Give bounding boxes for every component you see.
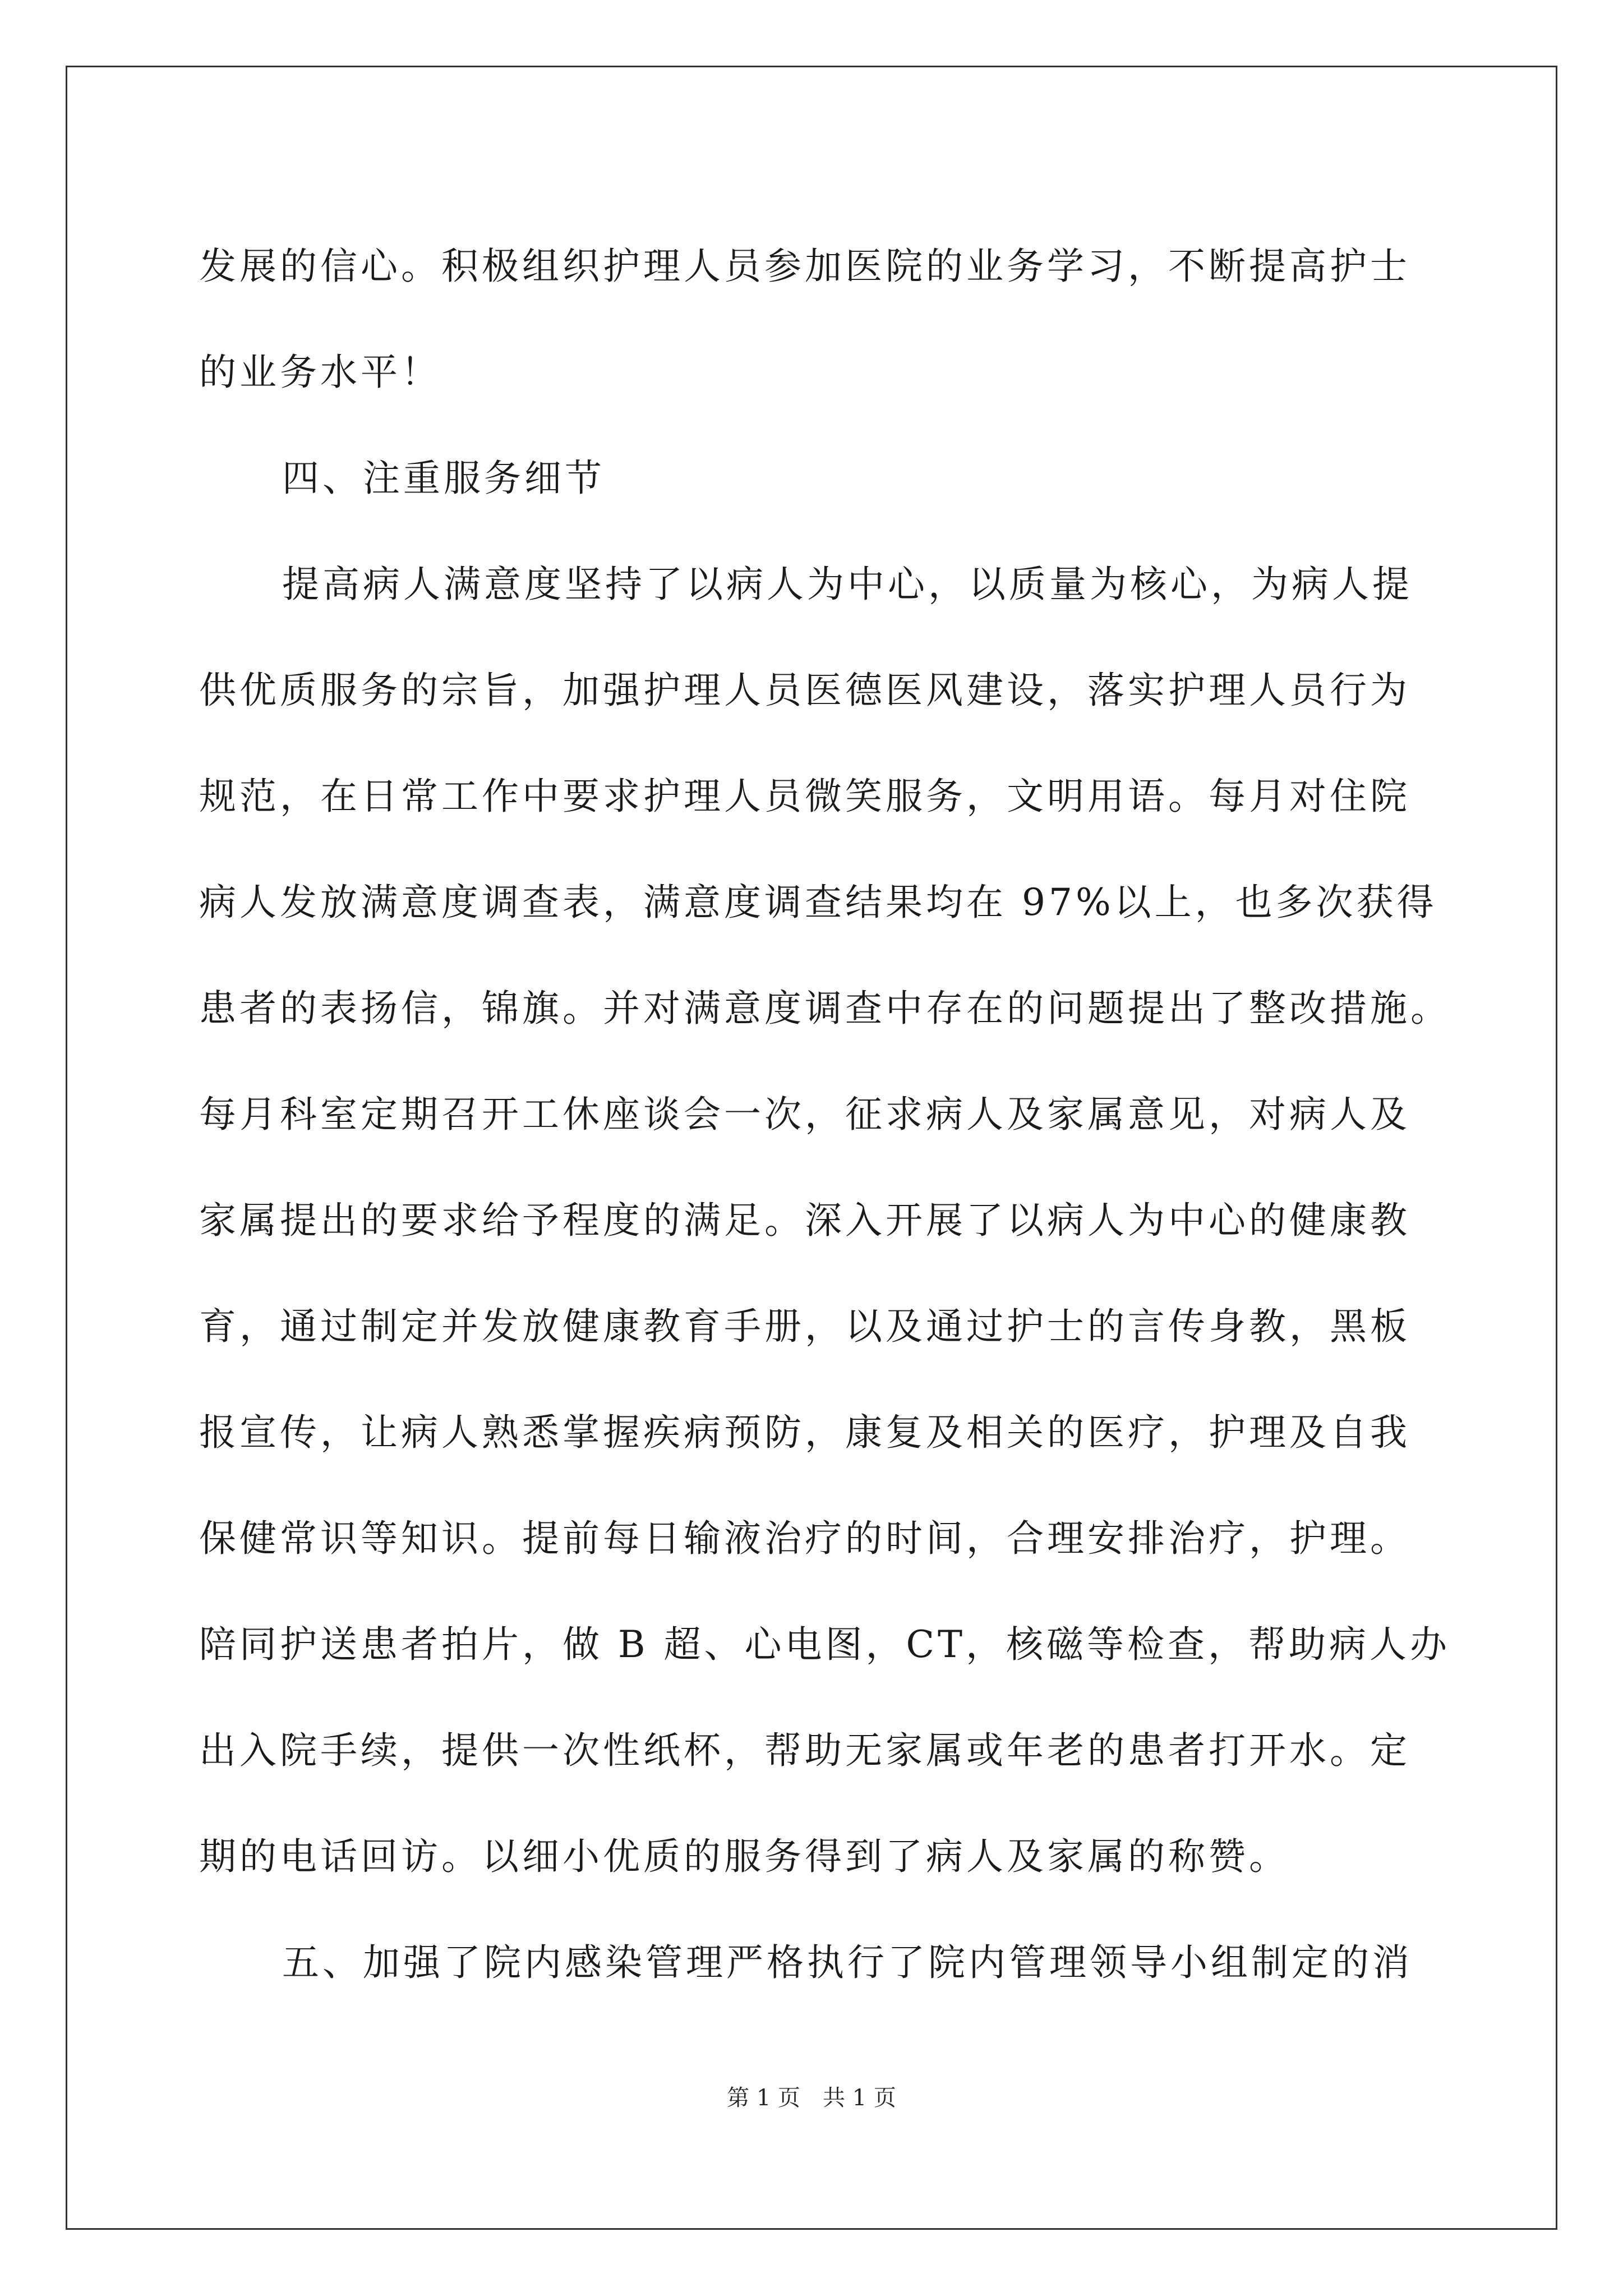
text-line: 家属提出的要求给予程度的满足。深入开展了以病人为中心的健康教 <box>199 1199 1410 1242</box>
text-line: 供优质服务的宗旨，加强护理人员医德医风建设，落实护理人员行为 <box>199 669 1410 712</box>
text-line: 提高病人满意度坚持了以病人为中心，以质量为核心，为病人提 <box>282 563 1413 606</box>
text-line: 患者的表扬信，锦旗。并对满意度调查中存在的问题提出了整改措施。 <box>199 987 1451 1030</box>
section-heading: 四、注重服务细节 <box>282 457 605 500</box>
page-footer <box>0 2084 1623 2112</box>
text-line: 陪同护送患者拍片，做 B 超、心电图，CT，核磁等检查，帮助病人办 <box>199 1623 1450 1666</box>
page-number-label: 第 1 页 共 1 页 <box>727 2085 896 2111</box>
text-line: 规范，在日常工作中要求护理人员微笑服务，文明用语。每月对住院 <box>199 775 1410 818</box>
text-line: 保健常识等知识。提前每日输液治疗的时间，合理安排治疗，护理。 <box>199 1517 1410 1560</box>
text-line: 育，通过制定并发放健康教育手册，以及通过护士的言传身教，黑板 <box>199 1305 1410 1348</box>
text-line: 期的电话回访。以细小优质的服务得到了病人及家属的称赞。 <box>199 1835 1289 1878</box>
text-line: 病人发放满意度调查表，满意度调查结果均在 97%以上，也多次获得 <box>199 881 1437 924</box>
text-line: 每月科室定期召开工休座谈会一次，征求病人及家属意见，对病人及 <box>199 1093 1410 1136</box>
text-line: 发展的信心。积极组织护理人员参加医院的业务学习，不断提高护士 <box>199 245 1410 288</box>
text-line: 报宣传，让病人熟悉掌握疾病预防，康复及相关的医疗，护理及自我 <box>199 1411 1410 1454</box>
document-body <box>199 213 1450 2016</box>
text-line: 出入院手续，提供一次性纸杯，帮助无家属或年老的患者打开水。定 <box>199 1729 1410 1772</box>
section-heading: 五、加强了院内感染管理严格执行了院内管理领导小组制定的消 <box>282 1941 1413 1984</box>
text-line: 的业务水平！ <box>199 351 441 394</box>
